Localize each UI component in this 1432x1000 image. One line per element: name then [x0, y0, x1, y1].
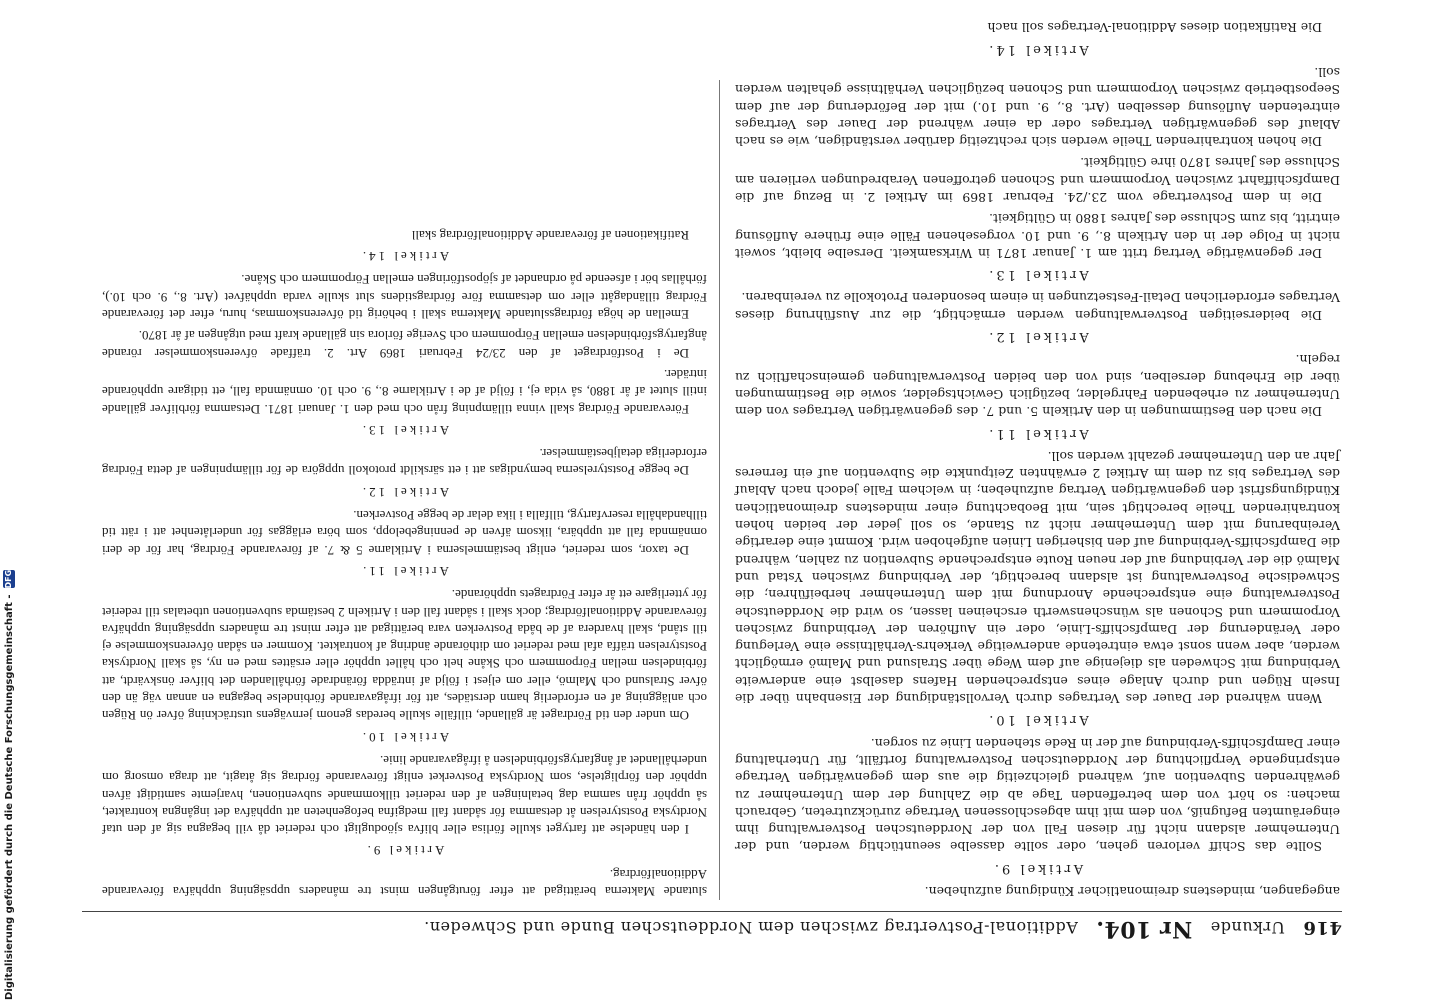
swedish-column	[102, 70, 707, 900]
dfg-logo: DFG	[4, 569, 13, 589]
article-heading: Artikel 10.	[986, 712, 1089, 728]
paragraph: Om under den tid Fördraget är gällande, tillfälle skulle beredas genom jernvägens utsträckning öfver ön Rügen och anläggning af en erforderlig hamn derstädes, att för ifrågavarande förbindelse begagna en annan väg än den öfver Stralsund och Malmö, eller om eljest i följd af inträdda förändrade förhållanden det blifver önskvärdt, att förbindelsen mellan Förpommern och Skåne helt och hållet upphör eller ersättes med en ny, så skall Nordtyska Poststyrelsen träffa afal med rederiet om dithörande ändring af kontraktet. Kommer en sådan öfverenskommelse ej till stånd, skall hvardera af de båda Postverken vara berättigad att efter minst tre månaders uppsägning upphäfva förevarande Additionalfördrag; dock skall i sådant fall den i Artikeln 2 bestämda subventionen utbetalas till rederiet för ytterligare ett år efter Fördragets upphörande.	[102, 587, 707, 724]
paragraph: De begge Poststyrelserna bemyndigas att i ett särskildt protokoll uppgöra de för tillämpningen af detta Fördrag erforderliga detaljbestämmelser.	[102, 446, 707, 479]
paragraph: Die beiderseitigen Postverwaltungen werden ermächtigt, die zur Ausführung dieses Vertrages erforderlichen Detail-Festsetzungen in einem besonderen Protokolle zu vereinbaren.	[735, 290, 1340, 323]
article-heading: Artikel 14.	[986, 41, 1089, 57]
paragraph: Die hohen kontrahirenden Theile werden sich rechtzeitig darüber verständigen, wie es nach Ablauf des gegenwärtigen Vertrages oder da einer während der Dauer des Vertrages eintretenden Auflösung desselben (Art. 8., 9. und 10.) mit der Beförderung der auf dem Seepostbetrieb zwischen Vorpommern und Schonen bezüglichen Verhältnisse gehalten werden soll.	[735, 64, 1340, 150]
paragraph: I den händelse att fartyget skulle förlisa eller blifva sjöodugligt och rederiet då vill begagna sig af den utaf Nordtyska Poststyrelsen åt detsamma för sådant fall medgifna befogenheten att upphäfva det ingångna kontraktet, så upphör från samma dag betalningen af den rederiet tillkommande subventionen, hvarjemte samtidigt äfven upphör den förpligtelse, som Nordtyska Postverket enligt förevarande fördrag sig åtagit, att draga omsorg om underhållandet af ångfartygsförbindelsen å ifrågavarande linie.	[102, 752, 707, 838]
paragraph: Die Ratifikation dieses Additional-Vertrages soll nach	[987, 20, 1322, 36]
article-heading: Artikel 12.	[986, 329, 1089, 345]
paragraph: Ratifikationen af förevarande Additionalfördrag skall	[411, 227, 689, 243]
article-heading: Artikel 11.	[360, 563, 449, 579]
paragraph: Die nach den Bestimmungen in den Artikeln 5. und 7. des gegenwärtigen Vertrages von dem Unternehmer zu erhebenden Fahrgelder, bezüglich Gewichtsgelder, sowie die Bestimmungen über die Erhebung derselben, sind von den beiden Postverwaltungen gemeinschaftlich zu regeln.	[735, 352, 1340, 420]
article-heading: Artikel 12.	[359, 484, 450, 500]
article-heading: Artikel 13.	[986, 267, 1089, 283]
column-divider	[719, 80, 720, 900]
header-title: Additional-Postvertrag zwischen dem Norddeutschen Bunde und Schweden.	[423, 918, 1078, 937]
paragraph: Förevarande Fördrag skall vinna tillämpning från och med den 1. Januari 1871. Detsamma förblifver gällande intill slutet af år 1880, så vida ej, i följd af de i Artiklarne 8., 9. och 10. omnämnda fall, ett tidigare upphörande inträder.	[102, 366, 707, 417]
paragraph: De i Postfördraget af den 23/24 Februari 1869 Art. 2. träffade öfverenskommelser rörande ångfartygsförbindelsen emellan Förpommern och Sverige förlora sin gällande kraft med utgången af år 1870.	[102, 328, 707, 361]
article-heading: Artikel 14.	[359, 249, 450, 265]
paragraph: slutande Makterna berättigad att efter förutgången minst tre månaders uppsägning upphäfva förevarande Additionalfördrag.	[102, 866, 707, 899]
page-number: 416	[1302, 917, 1342, 938]
paragraph: Wenn während der Dauer des Vertrages durch Vervollständigung der Eisenbahn über die Inseln Rügen und durch Anlage eines entsprechenden Hafens daselbst eine anderweite Verbindung mit Schweden als diejenige auf dem Wege über Stralsund und Malmö ermöglicht werden, aber wenn sonst etwa eintretende anderweitige Verkehrs-Verhältnisse eine Verlegung oder Veränderung der Dampfschiffs-Linie, oder ein Aufhören der Verbindung zwischen Vorpommern und Schonen als wünschenswerth erscheinen lassen, so wird die Norddeutsche Postverwaltung eine entsprechende Anordnung mit dem Unternehmer herbeiführen; die Schwedische Postverwaltung ist alsdann berechtigt, der Verbindung zwischen Ystad und Malmö die der Verbindung auf der neuen Route entsprechende Subvention zu zahlen, während die Dampfschiffs-Verbindung auf den bisherigen Linien aufgehoben wird. Kommt eine derartige Vereinbarung mit dem Unternehmer nicht zu Stande, so soll jeder der beiden hohen kontrahirenden Theile berechtigt sein, mit Beobachtung einer mindestens dreimonatlichen Kündigungsfrist den gegenwärtigen Vertrag aufzuheben; in welchem Falle jedoch nach Ablauf des Vertrages bis zu dem im Artikel 2 erwähnten Zeitpunkte die Subvention auf ein ferneres Jahr an den Unternehmer gezahlt werden soll.	[735, 448, 1340, 707]
page-header	[82, 911, 1342, 942]
german-column	[735, 20, 1340, 900]
article-heading: Artikel 9.	[991, 860, 1084, 876]
paragraph: Emellan de höga fördragsslutande Makterna skall i behörig tid öfverenskommas, huru, efter det förevarande Fördrag tilländagått eller om detsamma före fördragstidens slut skulle varda upphäfvet (Art. 8., 9. och 10.), förhållas bör i afseende på ordnandet af sjöpostföringen emellan Förpommern och Skåne.	[102, 272, 707, 323]
header-source: Urkunde	[1210, 918, 1285, 937]
paragraph: angegangen, mindestens dreimonatlicher Kündigung aufzuheben.	[924, 884, 1340, 899]
paragraph: Die in dem Postvertrage vom 23./24. Februar 1869 im Artikel 2. in Bezug auf die Dampfschiffahrt zwischen Vorpommern und Schonen getroffenen Verabredungen verlieren am Schlusse des Jahres 1870 ihre Gültigkeit.	[735, 155, 1340, 206]
paragraph: De taxor, som rederiet, enligt bestämmelserna i Artiklarne 5 & 7. af förevarande Fördrag, har för de deri omnämnda fall att uppbära, liksom äfven de penningebelopp, som böra erläggas för underlåtenhet att i rätt tid tillhandahålla reservfartyg, tillfalla i lika delar de begge Postverken.	[102, 508, 707, 558]
digitization-credit	[2, 569, 16, 1000]
article-heading: Artikel 11.	[986, 425, 1089, 441]
paragraph: Sollte das Schiff verloren gehen, oder sollte dasselbe seeuntüchtig werden, und der Unternehmer alsdann nicht für diesen Fall von der Norddeutschen Postverwaltung ihm eingeräumten Befugniß, von dem mit ihm abgeschlossenen Vertrage zurückzutreten, Gebrauch machen: so hört von dem betreffenden Tage ab die Zahlung der dem Unternehmer zu gewährenden Subvention auf, während gleichzeitig die aus dem gegenwärtigen Vertrage entspringende Verpflichtung der Norddeutschen Postverwaltung fortfällt, für Unterhaltung einer Dampfschiffs-Verbindung auf der in Rede stehenden Linie zu sorgen.	[735, 735, 1340, 855]
header-number: Nr 104.	[1095, 916, 1193, 942]
credit-text: Digitalisierung gefördert durch die Deutsche Forschungsgemeinschaft -	[3, 594, 15, 1000]
paragraph: Der gegenwärtige Vertrag tritt am 1. Januar 1871 in Wirksamkeit. Derselbe bleibt, soweit nicht in Folge der in den Artikeln 8., 9. und 10. vorgesehenen Fälle eine frühere Auflösung eintritt, bis zum Schlusse des Jahres 1880 in Gültigkeit.	[735, 211, 1340, 261]
article-heading: Artikel 9.	[364, 843, 445, 859]
article-heading: Artikel 10.	[359, 729, 450, 745]
article-heading: Artikel 13.	[359, 422, 450, 438]
